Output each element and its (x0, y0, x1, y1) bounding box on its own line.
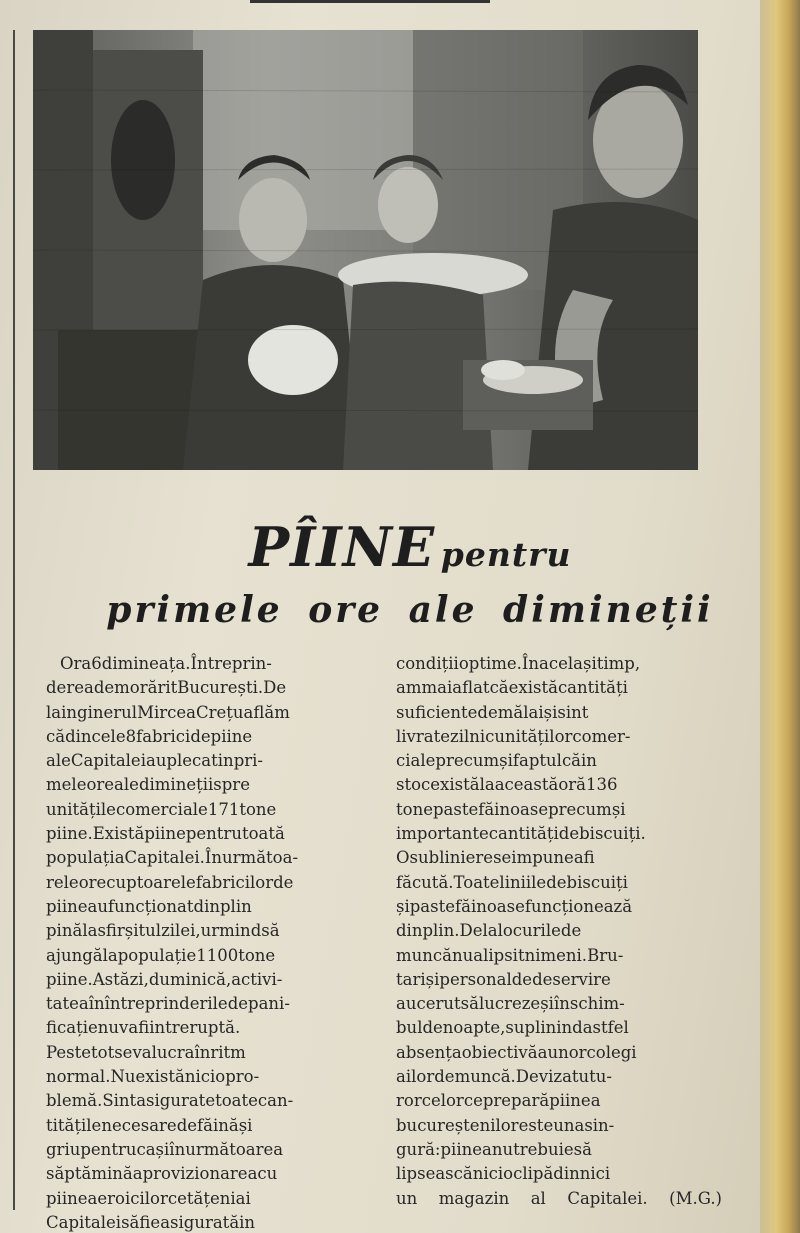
article-line: Capitaleisăfieasiguratăin (46, 1212, 256, 1232)
article-line: ajungălapopulație1100tone (46, 945, 276, 965)
article-line: ailordemuncă.Devizatutu- (396, 1067, 613, 1087)
article-line: lainginerulMirceaCrețuaflăm (46, 702, 290, 722)
article-line: importantecantitățidebiscuiți. (396, 824, 646, 844)
news-photo (33, 30, 698, 470)
article-line: ammaiaflatcăexistăcantități (396, 678, 628, 698)
article-line: aucerutsălucrezeșiînschim- (396, 994, 625, 1014)
article-line: Osubliniereseimpuneafi (396, 848, 595, 868)
headline-line-2: primele ore ale dimineții (106, 589, 714, 631)
article-line: piine.Existăpiinepentrutoată (46, 824, 285, 844)
article-line: unitățilecomerciale171tone (46, 799, 277, 819)
article-line: releorecuptoarelefabricilorde (46, 872, 294, 892)
article-line: griupentrucașiînurmătoarea (46, 1139, 284, 1159)
column-rule (13, 30, 15, 1210)
article-line: dereademorăritBucurești.De (46, 678, 287, 698)
article-line: rorcelorcepreparăpiinea (396, 1091, 601, 1111)
photo-bread-distribution-icon (33, 30, 698, 470)
article-line: absențaobiectivăaunorcolegi (396, 1042, 637, 1062)
article-line: dinplin.Delalocurilede (396, 921, 582, 941)
article-line: săptăminăaprovizionareacu (46, 1164, 278, 1184)
article-line: meleorealediminețiispre (46, 775, 250, 795)
headline (60, 512, 760, 638)
article-line: tonepastefăinoaseprecumși (396, 799, 626, 819)
article-column-right (396, 652, 722, 1211)
article-column-left (46, 652, 372, 1233)
article-line: titățilenecesaredefăinăși (46, 1115, 253, 1135)
article-line: blemă.Sintasiguratetoatecan- (46, 1091, 294, 1111)
article-line: muncănualipsitnimeni.Bru- (396, 945, 624, 965)
article-line: piineaufuncționatdinplin (46, 896, 252, 916)
headline-word-2: pentru (440, 535, 572, 574)
article-line: Ora6dimineața.Întreprin- (60, 654, 272, 673)
article-line: livratezilnicunitățilorcomer- (396, 726, 631, 746)
article-line: cădincele8fabricidepiine (46, 726, 253, 746)
article-line: făcută.Toateliniiledebiscuiți (396, 872, 628, 892)
article-line: gură:piineanutrebuiesă (396, 1139, 592, 1159)
article-line: șipastefăinoasefuncționează (396, 896, 633, 916)
article-line: Pestetotsevalucraînritm (46, 1042, 246, 1062)
article-line: pinălasfirșitulzilei,urmindsă (46, 921, 280, 941)
article-line: cialeprecumșifaptulcăin (396, 751, 597, 771)
article-line: lipseascănicioclipădinnici (396, 1164, 611, 1184)
article-line: piine.Astăzi,duminică,activi- (46, 969, 283, 989)
top-rule (250, 0, 490, 3)
article-line: un magazin al Capitalei. (M.G.) (396, 1188, 722, 1208)
article-line: tateaînîntreprinderiledepani- (46, 994, 290, 1014)
article-line: ficațienuvafiintreruptă. (46, 1018, 241, 1038)
article-line: suficientedemălaișisint (396, 702, 589, 722)
article-line: buldenoapte,suplinindastfel (396, 1018, 629, 1038)
page-edge (760, 0, 800, 1233)
headline-word-1: PÎINE (248, 515, 436, 579)
article-line: stocexistălaaceastăoră136 (396, 775, 618, 795)
article-line: tarișipersonaldedeservire (396, 969, 611, 989)
article-line: bucureșteniloresteunasin- (396, 1115, 615, 1135)
article-line: normal.Nuexistăniciopro- (46, 1067, 260, 1087)
article-line: populațiaCapitalei.Înurmătoa- (46, 848, 299, 868)
article-line: aleCapitaleiauplecatinpri- (46, 751, 263, 771)
article-line: piineaeroicilorcetățeniai (46, 1188, 251, 1208)
article-line: condițiioptime.Înacelașitimp, (396, 654, 641, 673)
